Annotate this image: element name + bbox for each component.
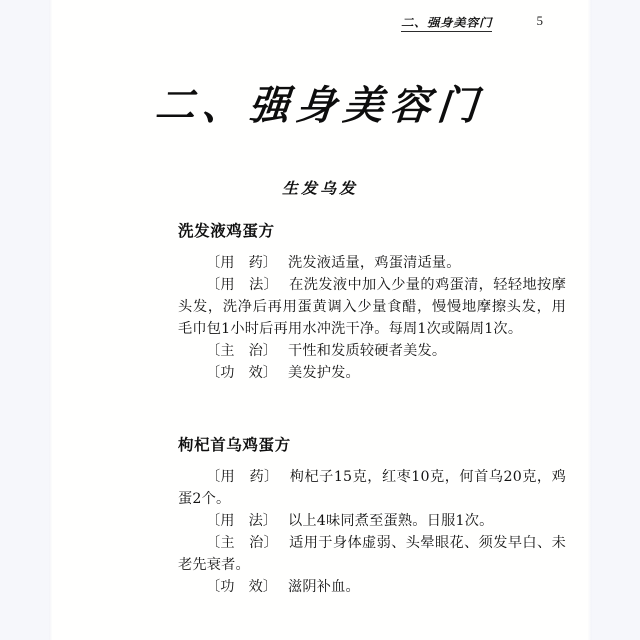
chapter-title: 二、强身美容门 [153, 82, 487, 129]
recipe-title: 洗发液鸡蛋方 [178, 222, 275, 240]
recipe-entry-effects [178, 576, 566, 598]
recipe-1-heading-block [178, 219, 566, 241]
section-subtitle: 生发乌发 [281, 179, 358, 198]
page-number: 5 [536, 13, 543, 28]
recipe-entry-ingredients [178, 252, 566, 274]
recipe-entry-ingredients [178, 466, 566, 510]
entry-label: 〔功 效〕 [206, 365, 277, 381]
entry-text: 洗发液适量，鸡蛋清适量。 [287, 255, 461, 271]
entry-label: 〔主 治〕 [206, 535, 278, 551]
recipe-2-heading-block [178, 433, 566, 455]
entry-label: 〔用 药〕 [206, 255, 277, 271]
recipe-entry-indications [178, 340, 566, 362]
recipe-entry-effects [178, 362, 566, 384]
recipe-title: 枸杞首乌鸡蛋方 [178, 436, 291, 454]
recipe-entry-method [178, 274, 566, 340]
entry-text: 以上4味同煮至蛋熟。日服1次。 [287, 513, 494, 529]
recipe-1-body [178, 252, 566, 384]
recipe-entry-indications [178, 532, 566, 576]
recipe-2-body [178, 466, 566, 598]
running-head [52, 12, 588, 36]
running-head-title: 二、强身美容门 [401, 14, 492, 32]
entry-text: 在洗发液中加入少量的鸡蛋清，轻轻地按摩头发，洗净后再用蛋黄调入少量食醋，慢慢地摩擦头发，用毛巾包1小时后再用水冲洗干净。每周1次或隔周1次。 [178, 277, 566, 337]
entry-label: 〔主 治〕 [206, 343, 277, 359]
recipe-entry-method [178, 510, 566, 532]
entry-text: 适用于身体虚弱、头晕眼花、须发早白、未老先衰者。 [178, 535, 566, 573]
entry-text: 滋阴补血。 [287, 579, 360, 595]
entry-label: 〔用 法〕 [206, 277, 278, 293]
entry-label: 〔用 法〕 [206, 513, 277, 529]
entry-text: 枸杞子15克，红枣10克，何首乌20克，鸡蛋2个。 [178, 469, 566, 507]
entry-text: 干性和发质较硬者美发。 [287, 343, 447, 359]
entry-text: 美发护发。 [287, 365, 360, 381]
running-head-inner [401, 12, 492, 32]
entry-label: 〔功 效〕 [206, 579, 277, 595]
book-page [52, 0, 588, 640]
entry-label: 〔用 药〕 [206, 469, 279, 485]
